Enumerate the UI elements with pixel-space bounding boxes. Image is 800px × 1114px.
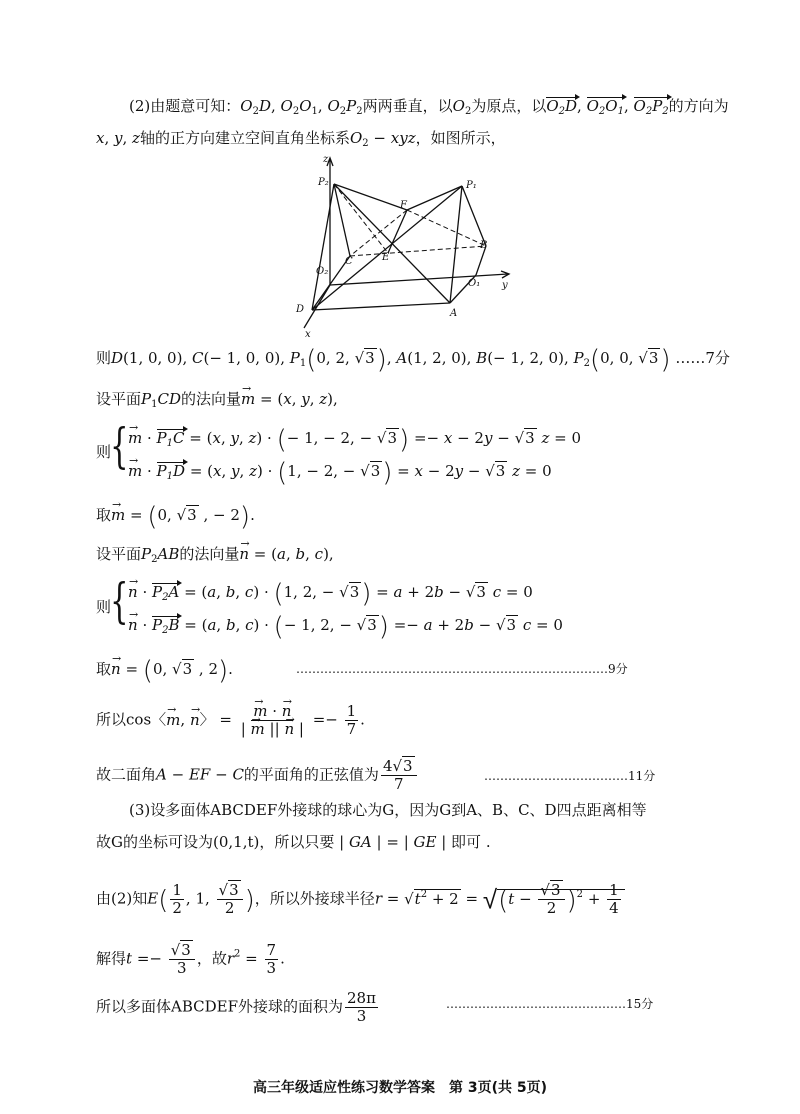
part2-intro-line: (2)由题意可知：$O_2D$, $O_2O_1$, $O_2P_2$两两垂直，以$O_2$为原点，以$O_2D$, $O_2O_1$, $O_2P_2$的方向为 [129, 96, 729, 122]
score-15: ………………………………………15分 [446, 997, 654, 1011]
label-C: C [345, 256, 353, 267]
system-m-eq2: → $m \cdot P_1D = (x$, y, z) · (1, − 2, − √3) = x − 2y − √3 z = 0 [128, 461, 552, 487]
result-line: 故二面角A − EF − C的平面角的正弦值为 $\frac{4√3}{7}$ [96, 758, 419, 793]
edge-P2D [312, 184, 334, 310]
label-O1: O₁ [468, 278, 481, 289]
edge-DA [312, 303, 450, 310]
system-n-eq2: → $n \cdot P_2B = (a$, b, c) · (− 1, 2, − √3) =− a + 2b − √3 c = 0 [128, 615, 563, 641]
result-mid: 的平面角的正弦值为 [243, 765, 379, 784]
label-E: E [382, 252, 390, 263]
part3-line1: (3)设多面体ABCDEF外接球的球心为G，因为G到A、B、C、D四点距离相等 [129, 801, 647, 819]
part3-line4: 解得t =− $\frac{√3}{3}$ ，故$r^2$ = $\frac{7}{3}$ . [96, 941, 285, 977]
label-F: F [400, 200, 407, 211]
label-P1: P₁ [466, 180, 477, 191]
system-n-brace: { [110, 573, 129, 629]
edge-P1F [407, 186, 462, 210]
intro-text-d: 的方向为 [668, 97, 729, 115]
score-11: ………………………………11分 [484, 769, 656, 783]
system-n-eq1: → $n \cdot P_2A = (a$, b, c) · (1, 2, − √3) = a + 2b − √3 c = 0 [128, 582, 533, 608]
part3-line5: 所以多面体ABCDEF外接球的面积为 $\frac{28\pi}{3}$ [96, 989, 376, 1025]
part3-line4b: ，故 [196, 949, 227, 968]
coordinates-line: 则D(1, 0, 0), C(− 1, 0, 0), $P_1(0$, 2, √3), A(1, 2, 0), B(− 1, 2, 0), $P_2(0$, 0, √3) ……7分 [96, 345, 730, 375]
score-7: ……7分 [675, 349, 730, 367]
system-m-brace: { [110, 418, 129, 474]
label-y: y [502, 280, 508, 291]
dashed-CB [350, 246, 486, 256]
take-m-text: 取 [96, 506, 112, 524]
edge-P2C [334, 184, 350, 256]
part-label: (2) [129, 97, 151, 115]
part3-line3a: 由(2)知 [96, 889, 148, 908]
system-n-label: 则 [96, 598, 112, 616]
part3-line5a: 所以多面体ABCDEF外接球的面积为 [96, 997, 343, 1016]
normal-n-intro: 设平面$P_2AB$的法向量→ n = (a, b, c), [96, 544, 334, 570]
normal-n-mid-text: 的法向量 [179, 545, 240, 563]
label-z: z [323, 154, 329, 165]
label-B: B [480, 240, 488, 251]
result-prefix: 故二面角 [96, 765, 157, 784]
label-D: D [296, 304, 305, 315]
label-O2: O₂ [316, 266, 329, 277]
page-footer: 高三年级适应性练习数学答案 第 3页(共 5页) [252, 1080, 548, 1096]
dashed-FC [350, 210, 407, 256]
label-P2: P₂ [318, 177, 329, 188]
normal-m-intro-text: 设平面 [96, 390, 142, 408]
system-m-eq1: → $m \cdot P_1C = (x$, y, z) · (− 1, − 2, − √3) =− x − 2y − √3 z = 0 [128, 428, 581, 454]
part3-line3b: ，所以外接球半径 [254, 889, 375, 908]
normal-m-mid-text: 的法向量 [181, 390, 242, 408]
system-m-label: 则 [96, 443, 112, 461]
part3-line2b: 即可 . [451, 833, 491, 851]
normal-m-intro: 设平面$P_1CD$的法向量→ m = (x, y, z), [96, 389, 338, 415]
label-A: A [450, 308, 458, 319]
take-n-line: 取→ n = (0, √3 , 2). [96, 659, 233, 681]
edge-P1A [450, 186, 462, 303]
cos-prefix: 所以 [96, 710, 127, 729]
part3-line3: 由(2)知E( $\frac{1}{2}$ , 1, $\frac{√3}{2}$ )，所以外接球半径$r = √t^2 + 2 = √(t$ − $\frac{√3}{2}$ )$^2$ + $\frac{1}{4}$ [96, 882, 625, 917]
cos-line: 所以cos〈→ m, → n〉 = → $\frac{m \cdot \to n}{| \to m || \to n |}$ =− $\frac{1}{7}$ . [96, 703, 365, 738]
coords-prefix: 则 [96, 349, 112, 367]
geometry-figure [290, 150, 520, 340]
intro-text-b: 两两垂直，以 [362, 97, 453, 115]
line2-end-text: ，如图所示， [415, 129, 506, 147]
intro-text-a: 由题意可知： [150, 97, 241, 115]
label-x: x [305, 329, 311, 340]
part3-line4a: 解得 [96, 949, 127, 968]
part3-line2a: 故G的坐标可设为(0,1,t)，所以只要 [96, 833, 335, 851]
take-n-text: 取 [96, 660, 112, 678]
line2-text: 轴的正方向建立空间直角坐标系 [139, 129, 350, 147]
edge-FE [388, 210, 407, 253]
edge-P2F [334, 184, 407, 210]
take-m-line: 取→ m = (0, √3 , − 2). [96, 505, 255, 527]
y-axis [330, 274, 508, 285]
part2-coord-system-line: x, y, z轴的正方向建立空间直角坐标系$O_2$ − xyz，如图所示， [96, 129, 506, 149]
intro-text-c: 为原点，以 [471, 97, 547, 115]
score-9: ……………………………………………………………………9分 [296, 662, 628, 676]
normal-n-intro-text: 设平面 [96, 545, 142, 563]
part3-line2: 故G的坐标可设为(0,1,t)，所以只要 | GA | = | GE | 即可 . [96, 833, 491, 851]
